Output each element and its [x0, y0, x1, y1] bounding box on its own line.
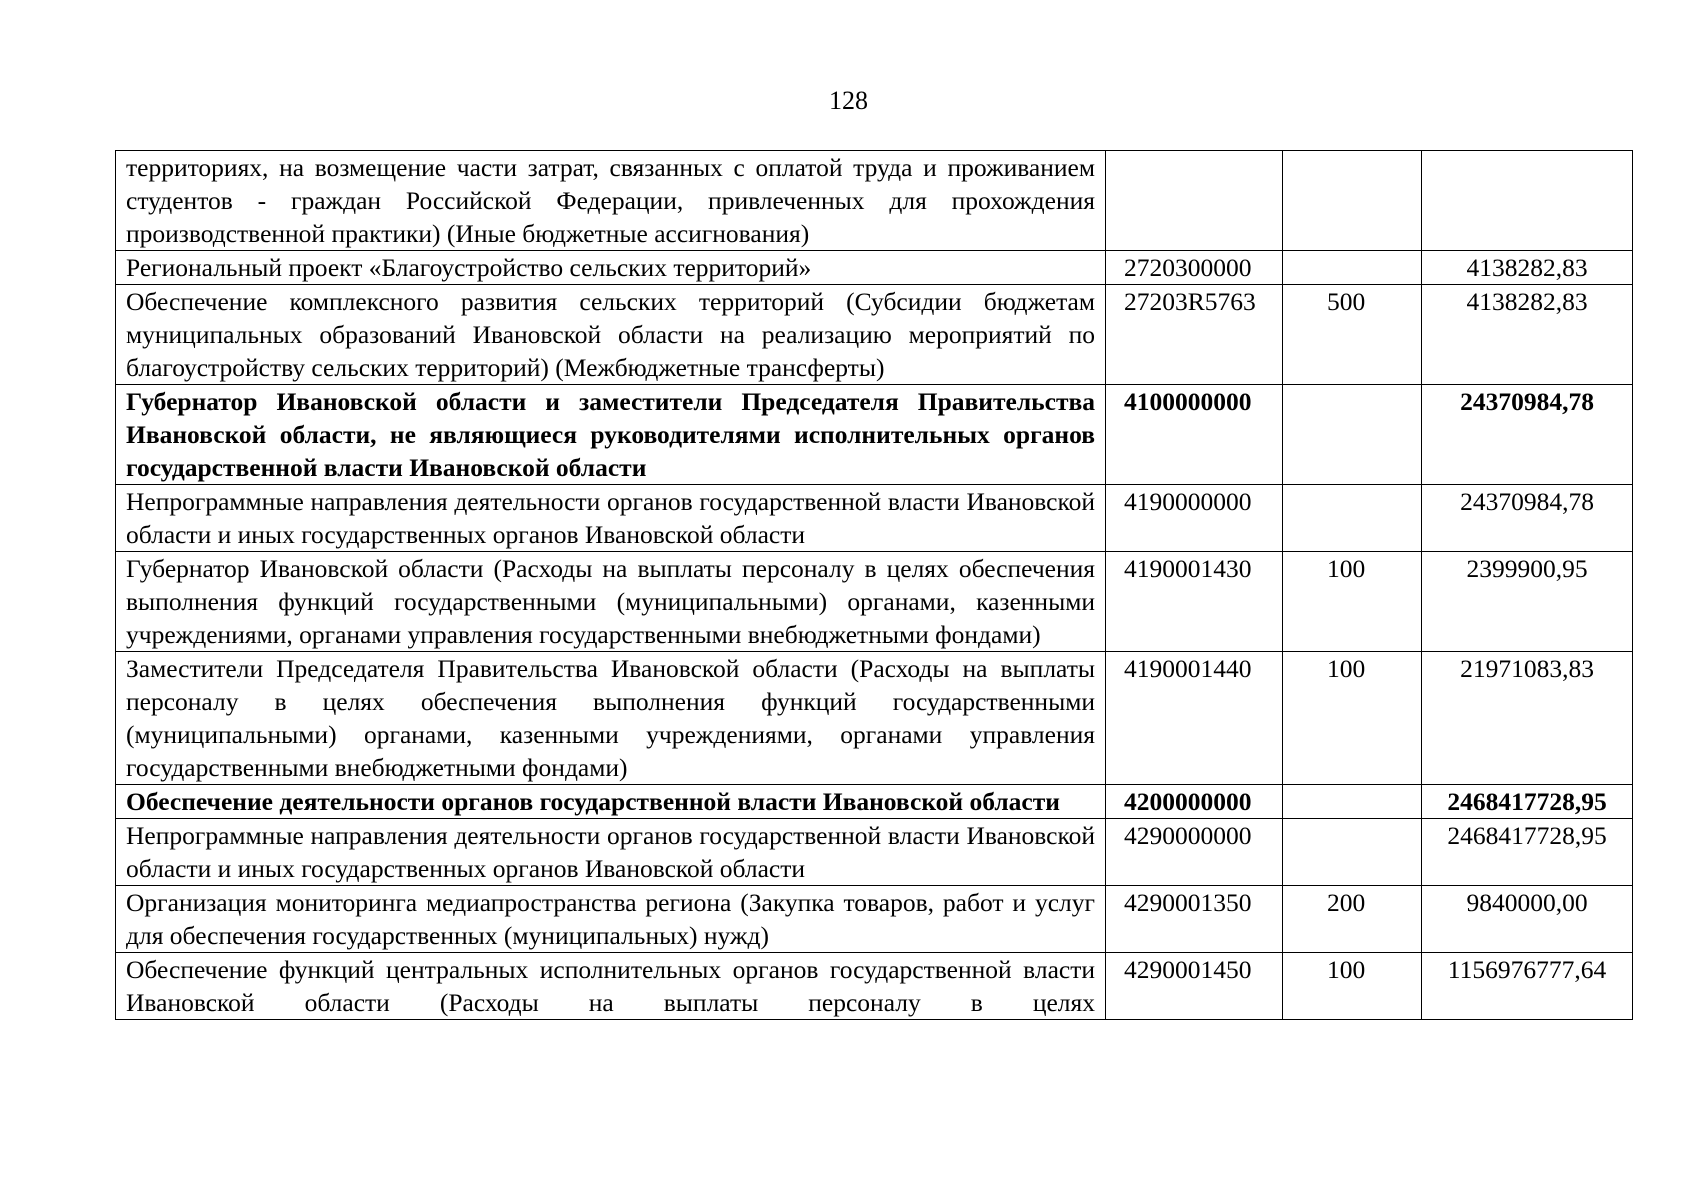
- row-expense-type: 100: [1283, 652, 1422, 785]
- row-code: 4190001430: [1106, 552, 1283, 652]
- row-name: Непрограммные направления деятельности органов государственной власти Ивановской области и иных государственных органов Ивановской области: [116, 819, 1106, 886]
- table-row: [116, 285, 1633, 385]
- row-code: 4190001440: [1106, 652, 1283, 785]
- row-amount: 2468417728,95: [1422, 785, 1633, 819]
- row-amount: 4138282,83: [1422, 251, 1633, 285]
- row-code: 4190000000: [1106, 485, 1283, 552]
- table-row: [116, 886, 1633, 953]
- row-code: 4290001450: [1106, 953, 1283, 1020]
- row-name: Непрограммные направления деятельности органов государственной власти Ивановской области и иных государственных органов Ивановской области: [116, 485, 1106, 552]
- row-name: Губернатор Ивановской области и заместители Председателя Правительства Ивановской области, не являющиеся руководителями исполнительных органов государственной власти Ивановской области: [116, 385, 1106, 485]
- row-code: 27203R5763: [1106, 285, 1283, 385]
- row-amount: 24370984,78: [1422, 385, 1633, 485]
- row-code: 4290001350: [1106, 886, 1283, 953]
- row-expense-type: [1283, 385, 1422, 485]
- table-row: [116, 953, 1633, 1020]
- budget-table: [115, 150, 1633, 1020]
- table-row: [116, 552, 1633, 652]
- table-row-bold: [116, 385, 1633, 485]
- row-amount: 24370984,78: [1422, 485, 1633, 552]
- row-name: Губернатор Ивановской области (Расходы на выплаты персоналу в целях обеспечения выполнения функций государственными (муниципальными) органами, казенными учреждениями, органами управления государственными внебюджетными фондами): [116, 552, 1106, 652]
- row-code: 4200000000: [1106, 785, 1283, 819]
- table-row: [116, 251, 1633, 285]
- table-row: [116, 151, 1633, 251]
- row-name: территориях, на возмещение части затрат, связанных с оплатой труда и проживанием студентов - граждан Российской Федерации, привлеченных для прохождения производственной практики) (Иные бюджетные ассигнования): [116, 151, 1106, 251]
- row-code: 4100000000: [1106, 385, 1283, 485]
- page-number: 128: [829, 86, 868, 115]
- row-name: Обеспечение функций центральных исполнительных органов государственной власти Ивановской области (Расходы на выплаты персоналу в целях: [116, 953, 1106, 1020]
- row-amount: 21971083,83: [1422, 652, 1633, 785]
- row-amount: 4138282,83: [1422, 285, 1633, 385]
- row-expense-type: 100: [1283, 953, 1422, 1020]
- row-expense-type: [1283, 485, 1422, 552]
- table-row: [116, 819, 1633, 886]
- row-expense-type: [1283, 819, 1422, 886]
- row-name: Заместители Председателя Правительства Ивановской области (Расходы на выплаты персоналу в целях обеспечения выполнения функций государственными (муниципальными) органами, казенными учреждениями, органами управления государственными внебюджетными фондами): [116, 652, 1106, 785]
- row-expense-type: [1283, 151, 1422, 251]
- row-amount: 2468417728,95: [1422, 819, 1633, 886]
- row-code: 4290000000: [1106, 819, 1283, 886]
- row-name: Региональный проект «Благоустройство сельских территорий»: [116, 251, 1106, 285]
- row-expense-type: 100: [1283, 552, 1422, 652]
- row-amount: 2399900,95: [1422, 552, 1633, 652]
- row-amount: [1422, 151, 1633, 251]
- row-expense-type: [1283, 251, 1422, 285]
- row-expense-type: [1283, 785, 1422, 819]
- row-name: Организация мониторинга медиапространства региона (Закупка товаров, работ и услуг для обеспечения государственных (муниципальных) нужд): [116, 886, 1106, 953]
- budget-table-body: [116, 151, 1633, 1020]
- row-name: Обеспечение деятельности органов государственной власти Ивановской области: [116, 785, 1106, 819]
- row-amount: 9840000,00: [1422, 886, 1633, 953]
- row-name: Обеспечение комплексного развития сельских территорий (Субсидии бюджетам муниципальных образований Ивановской области на реализацию мероприятий по благоустройству сельских территорий) (Межбюджетные трансферты): [116, 285, 1106, 385]
- row-expense-type: 500: [1283, 285, 1422, 385]
- table-row-bold: [116, 785, 1633, 819]
- row-code: 2720300000: [1106, 251, 1283, 285]
- row-code: [1106, 151, 1283, 251]
- row-amount: 1156976777,64: [1422, 953, 1633, 1020]
- table-row: [116, 652, 1633, 785]
- table-row: [116, 485, 1633, 552]
- row-expense-type: 200: [1283, 886, 1422, 953]
